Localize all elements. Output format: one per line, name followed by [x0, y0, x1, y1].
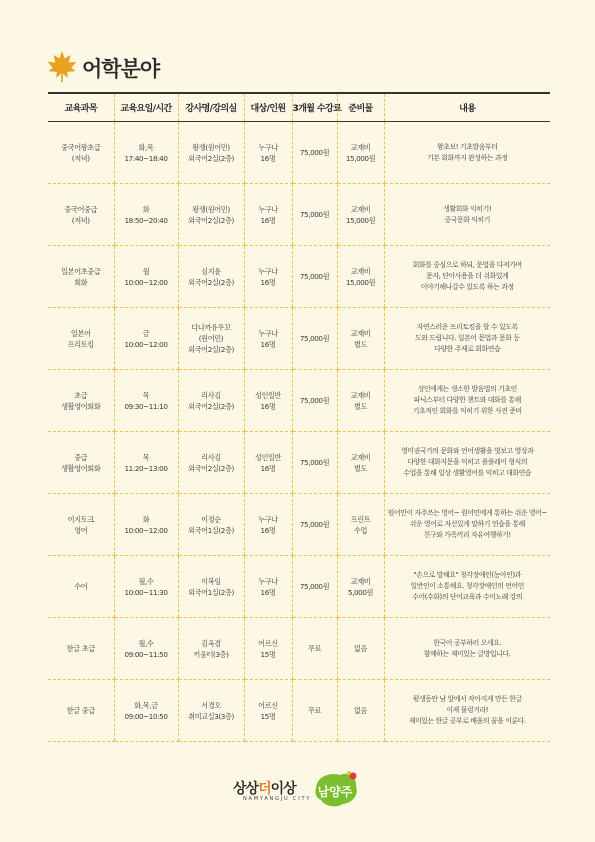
cell-schedule: [114, 494, 178, 556]
schedule-line: 10:00~11:30: [124, 587, 168, 597]
teacher-line: 왕쟁(원어민): [192, 204, 230, 214]
materials-line: 별도: [353, 339, 368, 349]
schedule-line: 화: [142, 204, 150, 214]
teacher-line: 취미교실3(3층): [188, 711, 234, 721]
materials-line: 프린트: [350, 514, 371, 524]
schedule-line: 09:00~11:50: [124, 649, 168, 659]
teacher-line: 이정순: [201, 514, 221, 524]
cell-target: [244, 432, 292, 494]
content-line: 왕초보! 기초발음부터: [437, 142, 498, 151]
city-slogan-logo: [233, 778, 296, 798]
teacher-line: 이복임: [201, 576, 221, 586]
table-row: [48, 122, 550, 184]
cell-subject: [48, 680, 114, 742]
section-title: 어학분야: [82, 57, 160, 81]
target-line: 16명: [260, 339, 276, 349]
fee-line: 75,000원: [299, 520, 330, 529]
teacher-line: 외국어2실(2층): [188, 277, 234, 287]
subject-line: 한글 중급: [66, 706, 95, 715]
teacher-line: 외국어2실(2층): [188, 463, 234, 473]
content-line: 수업을 통해 일상 생활영어를 익히고 대화연습: [403, 469, 532, 477]
cell-subject: [48, 246, 114, 308]
content-line: 일반인이 소통해요. 청각장애인의 언어인: [410, 582, 525, 590]
header-target: 대상/인원: [244, 93, 292, 122]
fee-line: 75,000원: [299, 334, 330, 343]
cell-content: [384, 432, 550, 494]
cell-fee: [292, 556, 337, 618]
teacher-line: 심지윤: [201, 266, 221, 276]
cell-fee: [292, 618, 337, 680]
fee-line: 75,000원: [299, 582, 330, 591]
table-row: [48, 370, 550, 432]
cell-schedule: [114, 618, 178, 680]
schedule-line: 월,수: [138, 576, 154, 586]
content-line: 영미권국가의 문화와 언어생활을 엿보고 영상과: [401, 447, 534, 455]
target-line: 누구나: [258, 142, 278, 152]
cell-subject: [48, 308, 114, 370]
target-line: 누구나: [258, 204, 278, 214]
target-line: 16명: [260, 525, 276, 535]
schedule-line: 화,목: [138, 142, 154, 152]
materials-line: 별도: [353, 401, 368, 411]
target-line: 성인일반: [254, 452, 282, 462]
cell-teacher: [178, 370, 244, 432]
cell-target: [244, 370, 292, 432]
content-line: 친구와 가족끼리 자유여행하기!: [423, 531, 511, 539]
target-line: 성인일반: [254, 390, 282, 400]
target-line: 누구나: [258, 328, 278, 338]
cell-teacher: [178, 246, 244, 308]
target-line: 16명: [260, 401, 276, 411]
content-line: 성인에게는 생소한 발음법의 기초인: [417, 385, 517, 393]
materials-line: 교재비: [350, 390, 371, 400]
table-row: [48, 246, 550, 308]
cell-fee: [292, 246, 337, 308]
schedule-line: 월: [142, 266, 150, 276]
cell-teacher: [178, 556, 244, 618]
teacher-line: (원어민): [198, 334, 224, 343]
cell-fee: [292, 308, 337, 370]
cell-teacher: [178, 308, 244, 370]
fee-line: 75,000원: [299, 458, 330, 467]
materials-line: 15,000원: [345, 215, 376, 225]
cell-target: [244, 556, 292, 618]
subject-line: 중급: [74, 452, 88, 462]
schedule-line: 09:00~10:50: [124, 711, 168, 721]
cell-materials: [337, 556, 384, 618]
target-line: 16명: [260, 277, 276, 287]
materials-line: 교재비: [350, 142, 371, 152]
content-line: 문자, 단어사용을 더 쉬화있게: [426, 272, 509, 280]
fee-line: 무료: [307, 706, 322, 715]
schedule-line: 화: [142, 514, 150, 524]
cell-content: [384, 370, 550, 432]
cell-content: [384, 494, 550, 556]
content-line: 중국문화 익히기: [444, 215, 491, 224]
cell-teacher: [178, 432, 244, 494]
content-line: 기본 회화까지 완성하는 과정: [427, 153, 508, 162]
fee-line: 75,000원: [299, 148, 330, 157]
cell-schedule: [114, 432, 178, 494]
schedule-line: 금: [142, 328, 150, 338]
target-line: 16명: [260, 463, 276, 473]
materials-line: 없음: [353, 644, 368, 653]
target-line: 16명: [260, 215, 276, 225]
emblem-text: 남양주: [317, 785, 353, 799]
cell-schedule: [114, 122, 178, 184]
slogan-highlight: 더: [258, 781, 271, 797]
materials-line: 교재비: [350, 266, 371, 276]
materials-line: 교재비: [350, 204, 371, 214]
section-header: [45, 48, 159, 88]
target-line: 15명: [260, 649, 276, 659]
content-line: 파닉스부터 다양한 챈트와 대화를 통해: [413, 396, 521, 404]
content-line: 기초적인 회화를 익히기 위한 사전 준비: [412, 407, 522, 415]
teacher-line: 왕쟁(원어민): [192, 142, 230, 152]
fee-line: 무료: [307, 644, 322, 653]
cell-subject: [48, 556, 114, 618]
cell-materials: [337, 370, 384, 432]
cell-content: [384, 556, 550, 618]
teacher-line: 외국어1실(2층): [188, 525, 234, 535]
course-table: [48, 92, 550, 742]
cell-schedule: [114, 370, 178, 432]
cell-target: [244, 618, 292, 680]
teacher-line: 외국어2실(2층): [188, 153, 234, 163]
teacher-line: 다나까유우꼬: [191, 323, 231, 332]
content-line: 도와 드립니다. 일본어 문법과 문화 등: [414, 334, 520, 342]
subject-line: 수어: [74, 582, 88, 591]
table-row: [48, 618, 550, 680]
cell-schedule: [114, 680, 178, 742]
course-table-wrapper: [48, 92, 550, 742]
slogan-subtitle: NAMYANGJU CITY: [243, 796, 312, 802]
cell-schedule: [114, 246, 178, 308]
content-line: "손으로 말해요" 청각장애인(농아인)과: [413, 571, 522, 579]
materials-line: 교재비: [350, 328, 371, 338]
cell-teacher: [178, 618, 244, 680]
content-line: 생활회화 익히기!: [443, 204, 492, 213]
table-row: [48, 432, 550, 494]
schedule-line: 10:00~12:00: [124, 339, 168, 349]
cell-content: [384, 122, 550, 184]
schedule-line: 09:30~11:10: [124, 401, 168, 411]
cell-target: [244, 122, 292, 184]
teacher-line: 외국어2실(2층): [188, 401, 234, 411]
cell-subject: [48, 494, 114, 556]
schedule-line: 11:20~13:00: [124, 463, 168, 473]
cell-subject: [48, 432, 114, 494]
cell-materials: [337, 494, 384, 556]
cell-subject: [48, 370, 114, 432]
header-subject: 교육과목: [48, 93, 114, 122]
cell-content: [384, 618, 550, 680]
cell-fee: [292, 680, 337, 742]
cell-materials: [337, 246, 384, 308]
namyangju-emblem: [313, 769, 359, 809]
cell-schedule: [114, 308, 178, 370]
content-line: 다양한 주제로 회화연습: [434, 345, 501, 353]
cell-fee: [292, 122, 337, 184]
materials-line: 별도: [353, 463, 368, 473]
target-line: 누구나: [258, 266, 278, 276]
subject-line: 생활영어회화: [61, 401, 101, 411]
teacher-line: 외국어2실(2층): [188, 345, 234, 354]
materials-line: 교재비: [350, 576, 371, 586]
content-line: 다양한 대화지문을 익히고 롤플레이 형식의: [407, 458, 528, 466]
cell-materials: [337, 184, 384, 246]
schedule-line: 목: [142, 390, 150, 400]
target-line: 16명: [260, 153, 276, 163]
schedule-line: 화,목,금: [134, 700, 158, 710]
content-line: 이제 물렁거라!: [446, 706, 489, 714]
subject-line: 일본어: [70, 328, 91, 338]
table-header-row: [48, 93, 550, 122]
cell-subject: [48, 184, 114, 246]
subject-line: 한글 초급: [66, 644, 95, 653]
target-line: 15명: [260, 711, 276, 721]
subject-line: 회화: [74, 277, 88, 287]
content-line: 한국어 공부하러 오세요.: [433, 638, 502, 647]
subject-line: 이지토크: [67, 514, 94, 524]
cell-target: [244, 494, 292, 556]
cell-materials: [337, 680, 384, 742]
subject-line: 영어: [74, 525, 88, 535]
header-materials: 준비물: [337, 93, 384, 122]
content-line: 이야기해나갈수 있도록 하는 과정: [420, 283, 514, 291]
cell-teacher: [178, 680, 244, 742]
cell-schedule: [114, 556, 178, 618]
cell-subject: [48, 618, 114, 680]
content-line: 쉬운 영어로 자신있게 말하기 연습을 통해: [409, 520, 525, 528]
teacher-line: 리사김: [201, 452, 221, 462]
subject-line: (저녁): [71, 153, 90, 163]
cell-content: [384, 308, 550, 370]
content-line: 수어(수화)의 단어교육과 수어노래 강의: [412, 593, 523, 601]
subject-line: 초급: [74, 390, 88, 400]
table-row: [48, 494, 550, 556]
teacher-line: 외국어1실(2층): [188, 587, 234, 597]
cell-target: [244, 308, 292, 370]
schedule-line: 10:00~12:00: [124, 525, 168, 535]
target-line: 누구나: [258, 514, 278, 524]
cell-materials: [337, 432, 384, 494]
schedule-line: 17:40~18:40: [124, 153, 168, 163]
header-schedule: 교육요일/시간: [114, 93, 178, 122]
teacher-line: 리사김: [201, 390, 221, 400]
teacher-line: 키움터(3층): [193, 649, 229, 659]
materials-line: 5,000원: [347, 587, 374, 597]
fee-line: 75,000원: [299, 272, 330, 281]
cell-teacher: [178, 494, 244, 556]
header-content: 내용: [384, 93, 550, 122]
materials-line: 수업: [353, 525, 368, 535]
materials-line: 교재비: [350, 452, 371, 462]
subject-line: 프리토킹: [67, 339, 94, 349]
cell-target: [244, 246, 292, 308]
schedule-line: 목: [142, 452, 150, 462]
cell-target: [244, 680, 292, 742]
subject-line: 중국어왕초급: [61, 142, 101, 152]
maple-leaf-icon: [45, 48, 79, 88]
content-line: 자연스러운 프리토킹을 할 수 있도록: [416, 323, 518, 331]
cell-fee: [292, 370, 337, 432]
fee-line: 75,000원: [299, 210, 330, 219]
content-line: 원어민이 자주쓰는 영어~ 원어민에게 통하는 쉬운 영어~: [387, 509, 547, 517]
schedule-line: 10:00~12:00: [124, 277, 168, 287]
materials-line: 15,000원: [345, 277, 376, 287]
cell-content: [384, 184, 550, 246]
table-row: [48, 680, 550, 742]
cell-fee: [292, 494, 337, 556]
cell-materials: [337, 122, 384, 184]
content-line: 평생동안 남 앞에서 작아지게 만든 한글: [412, 695, 522, 703]
target-line: 누구나: [258, 576, 278, 586]
content-line: 함께하는 재미있는 글방입니다.: [423, 649, 511, 658]
target-line: 16명: [260, 587, 276, 597]
header-fee: 3개월 수강료: [292, 93, 337, 122]
cell-materials: [337, 618, 384, 680]
subject-line: 일본어초중급: [61, 266, 101, 276]
cell-materials: [337, 308, 384, 370]
header-teacher: 강사명/강의실: [178, 93, 244, 122]
cell-schedule: [114, 184, 178, 246]
subject-line: (저녁): [71, 215, 90, 225]
table-row: [48, 184, 550, 246]
materials-line: 없음: [353, 706, 368, 715]
cell-subject: [48, 122, 114, 184]
target-line: 어르신: [258, 700, 278, 710]
schedule-line: 월,수: [138, 638, 154, 648]
target-line: 어르신: [258, 638, 278, 648]
cell-content: [384, 680, 550, 742]
schedule-line: 18:50~20:40: [124, 215, 168, 225]
content-line: 재미있는 한글 공부로 배움의 꿈을 이룬다.: [408, 717, 526, 725]
content-line: 회화를 중심으로 하되, 문법을 다져가며: [412, 261, 522, 269]
cell-teacher: [178, 184, 244, 246]
subject-line: 중국어중급: [64, 204, 98, 214]
cell-fee: [292, 184, 337, 246]
teacher-line: 외국어2실(2층): [188, 215, 234, 225]
teacher-line: 서경오: [201, 700, 221, 710]
slogan-prefix: 상상: [233, 781, 259, 797]
teacher-line: 김옥겸: [201, 638, 221, 648]
cell-fee: [292, 432, 337, 494]
materials-line: 15,000원: [345, 153, 376, 163]
cell-target: [244, 184, 292, 246]
fee-line: 75,000원: [299, 396, 330, 405]
slogan-suffix: 이상: [270, 781, 296, 797]
table-row: [48, 556, 550, 618]
cell-content: [384, 246, 550, 308]
table-row: [48, 308, 550, 370]
subject-line: 생활영어회화: [61, 463, 101, 473]
cell-teacher: [178, 122, 244, 184]
